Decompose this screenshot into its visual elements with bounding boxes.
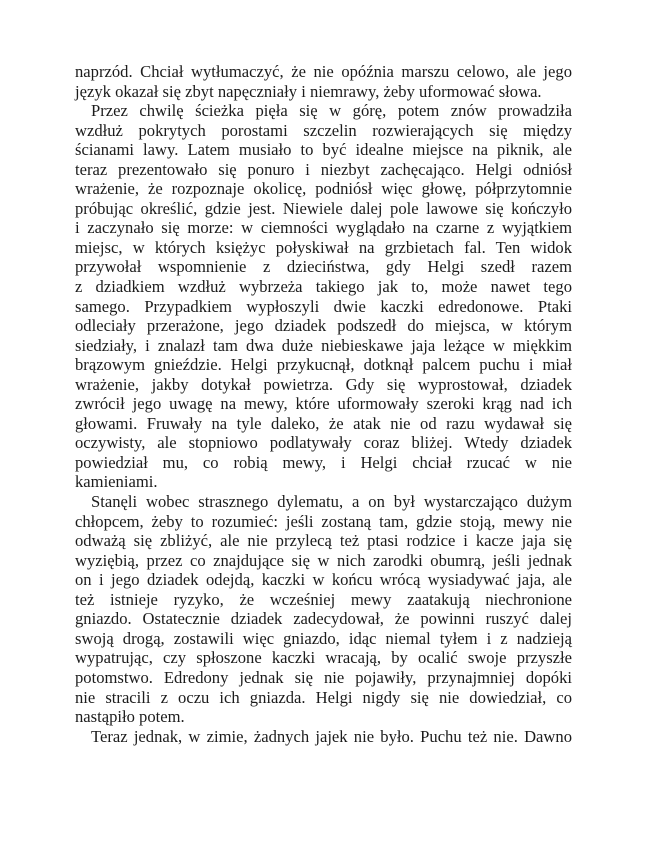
text-line: wrażenie, że rozpoznaje okolicę, podniósł więc głowę, półprzytomnie	[75, 179, 572, 199]
text-line: teraz prezentowało się ponuro i niezbyt zachęcająco. Helgi odniósł	[75, 159, 572, 179]
text-line: on i jego dziadek odejdą, kaczki w końcu wrócą wysiadywać jaja, ale	[75, 570, 572, 590]
text-line: wyziębią, przez co znajdujące się w nich zarodki obumrą, jeśli jednak	[75, 550, 572, 570]
text-line: próbując określić, gdzie jest. Niewiele dalej pole lawowe się kończyło	[75, 198, 572, 218]
text-line: Stanęli wobec strasznego dylematu, a on był wystarczająco dużym	[91, 492, 572, 512]
text-line: wzdłuż pokrytych porostami szczelin rozwierających się między	[75, 120, 572, 140]
text-line: potomstwo. Edredony jednak się nie pojawiły, przynajmniej dopóki	[75, 667, 572, 687]
text-line: też istnieje ryzyko, że wcześniej mewy zaatakują niechronione	[75, 589, 572, 609]
text-line: naprzód. Chciał wytłumaczyć, że nie opóźnia marszu celowo, ale jego	[75, 62, 572, 81]
paragraph	[75, 101, 572, 492]
text-line: język okazał się zbyt napęczniały i niemrawy, żeby uformować słowa.	[75, 81, 542, 101]
text-line: Teraz jednak, w zimie, żadnych jajek nie było. Puchu też nie. Dawno	[91, 726, 572, 746]
text-line: oczywisty, ale stopniowo podlatywały coraz bliżej. Wtedy dziadek	[75, 433, 572, 453]
text-line: chłopcem, żeby to rozumieć: jeśli zostaną tam, gdzie stoją, mewy nie	[75, 511, 572, 531]
text-line: wrażenie, jakby dotykał powietrza. Gdy się wyprostował, dziadek	[75, 374, 572, 394]
text-line: i zaczynało się morze: w ciemności wyglądało na czarne z wyjątkiem	[75, 218, 572, 238]
text-line: siedziały, i znalazł tam dwa duże niebieskawe jaja leżące w miękkim	[75, 335, 572, 355]
text-line: samego. Przypadkiem wypłoszyli dwie kaczki edredonowe. Ptaki	[75, 296, 572, 316]
text-line: kamieniami.	[75, 472, 158, 492]
paragraph	[75, 492, 572, 727]
text-line: miejsc, w których księżyc połyskiwał na grzbietach fal. Ten widok	[75, 237, 572, 257]
text-line: Przez chwilę ścieżka pięła się w górę, potem znów prowadziła	[91, 101, 572, 121]
text-line: nie stracili z oczu ich gniazda. Helgi nigdy się nie dowiedział, co	[75, 687, 572, 707]
paragraph	[75, 62, 572, 101]
text-line: swoją drogą, zostawili więc gniazdo, idąc niemal tyłem i z nadzieją	[75, 628, 572, 648]
text-line: zwrócił jego uwagę na mewy, które uformowały szeroki krąg nad ich	[75, 394, 572, 414]
text-line: brązowym gnieździe. Helgi przykucnął, dotknął palcem puchu i miał	[75, 355, 572, 375]
text-line: powiedział mu, co robią mewy, i Helgi chciał rzucać w nie	[75, 452, 572, 472]
text-line: głowami. Fruwały na tyle daleko, że atak nie od razu wydawał się	[75, 413, 572, 433]
book-page-text	[75, 62, 572, 746]
text-line: nastąpiło potem.	[75, 707, 185, 727]
text-line: ścianami lawy. Latem musiało to być idealne miejsce na piknik, ale	[75, 140, 572, 160]
paragraph	[75, 727, 572, 747]
text-line: wypatrując, czy spłoszone kaczki wracają, by ocalić swoje przyszłe	[75, 648, 572, 668]
text-line: gniazdo. Ostatecznie dziadek zadecydował, że powinni ruszyć dalej	[75, 609, 572, 629]
text-line: odleciały przerażone, jego dziadek podszedł do miejsca, w którym	[75, 316, 572, 336]
text-line: odważą się zbliżyć, ale nie przylecą też ptasi rodzice i kacze jaja się	[75, 531, 572, 551]
text-line: z dziadkiem wzdłuż wybrzeża takiego jak to, może nawet tego	[75, 277, 572, 297]
text-line: przywołał wspomnienie z dzieciństwa, gdy Helgi szedł razem	[75, 257, 572, 277]
